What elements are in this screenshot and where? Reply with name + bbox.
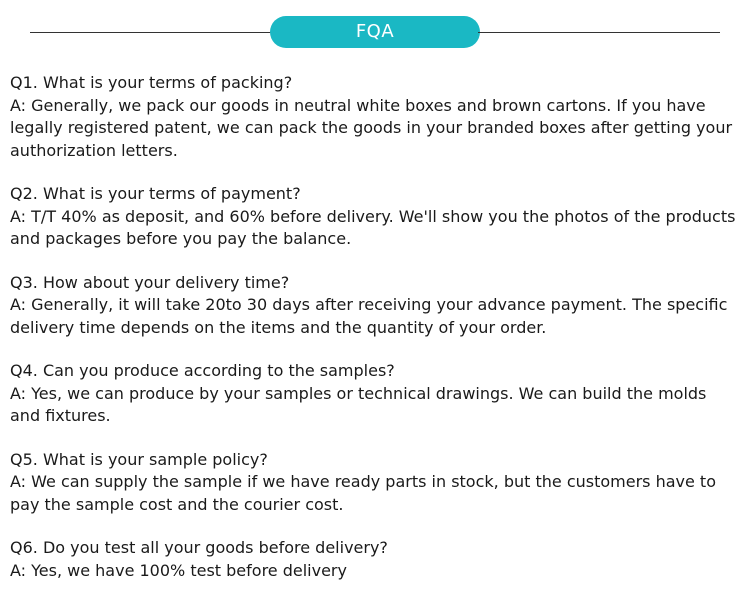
- faq-answer: A: Yes, we have 100% test before delivery: [10, 560, 347, 580]
- faq-question: Q2. What is your terms of payment?: [10, 184, 301, 203]
- faq-item: [10, 360, 740, 428]
- faq-item: [10, 537, 740, 582]
- faq-list: [10, 72, 740, 603]
- faq-question: Q3. How about your delivery time?: [10, 272, 290, 292]
- faq-question: Q4. Can you produce according to the samples?: [10, 361, 395, 380]
- faq-answer: A: Generally, it will take 20to 30 days after receiving your advance payment. The specific delivery time depends on the items and the quantity of your order.: [10, 295, 728, 337]
- faq-item: [10, 72, 740, 162]
- faq-answer: A: Generally, we pack our goods in neutral white boxes and brown cartons. If you have legally registered patent, we can pack the goods in your branded boxes after getting your authorization letters.: [10, 95, 733, 160]
- faq-answer: A: We can supply the sample if we have ready parts in stock, but the customers have to pay the sample cost and the courier cost.: [10, 472, 716, 514]
- header-divider-right: [478, 32, 720, 33]
- faq-question: Q1. What is your terms of packing?: [10, 73, 293, 92]
- faq-item: [10, 449, 740, 517]
- faq-item: [10, 272, 740, 340]
- faq-answer: A: Yes, we can produce by your samples or technical drawings. We can build the molds and fixtures.: [10, 383, 707, 425]
- faq-header: [0, 0, 750, 66]
- header-divider-left: [30, 32, 272, 33]
- faq-title-badge: FQA: [270, 16, 480, 48]
- faq-answer: A: T/T 40% as deposit, and 60% before delivery. We'll show you the photos of the products and packages before you pay the balance.: [10, 206, 736, 248]
- faq-item: [10, 183, 740, 251]
- faq-question: Q5. What is your sample policy?: [10, 449, 268, 469]
- faq-question: Q6. Do you test all your goods before delivery?: [10, 538, 388, 557]
